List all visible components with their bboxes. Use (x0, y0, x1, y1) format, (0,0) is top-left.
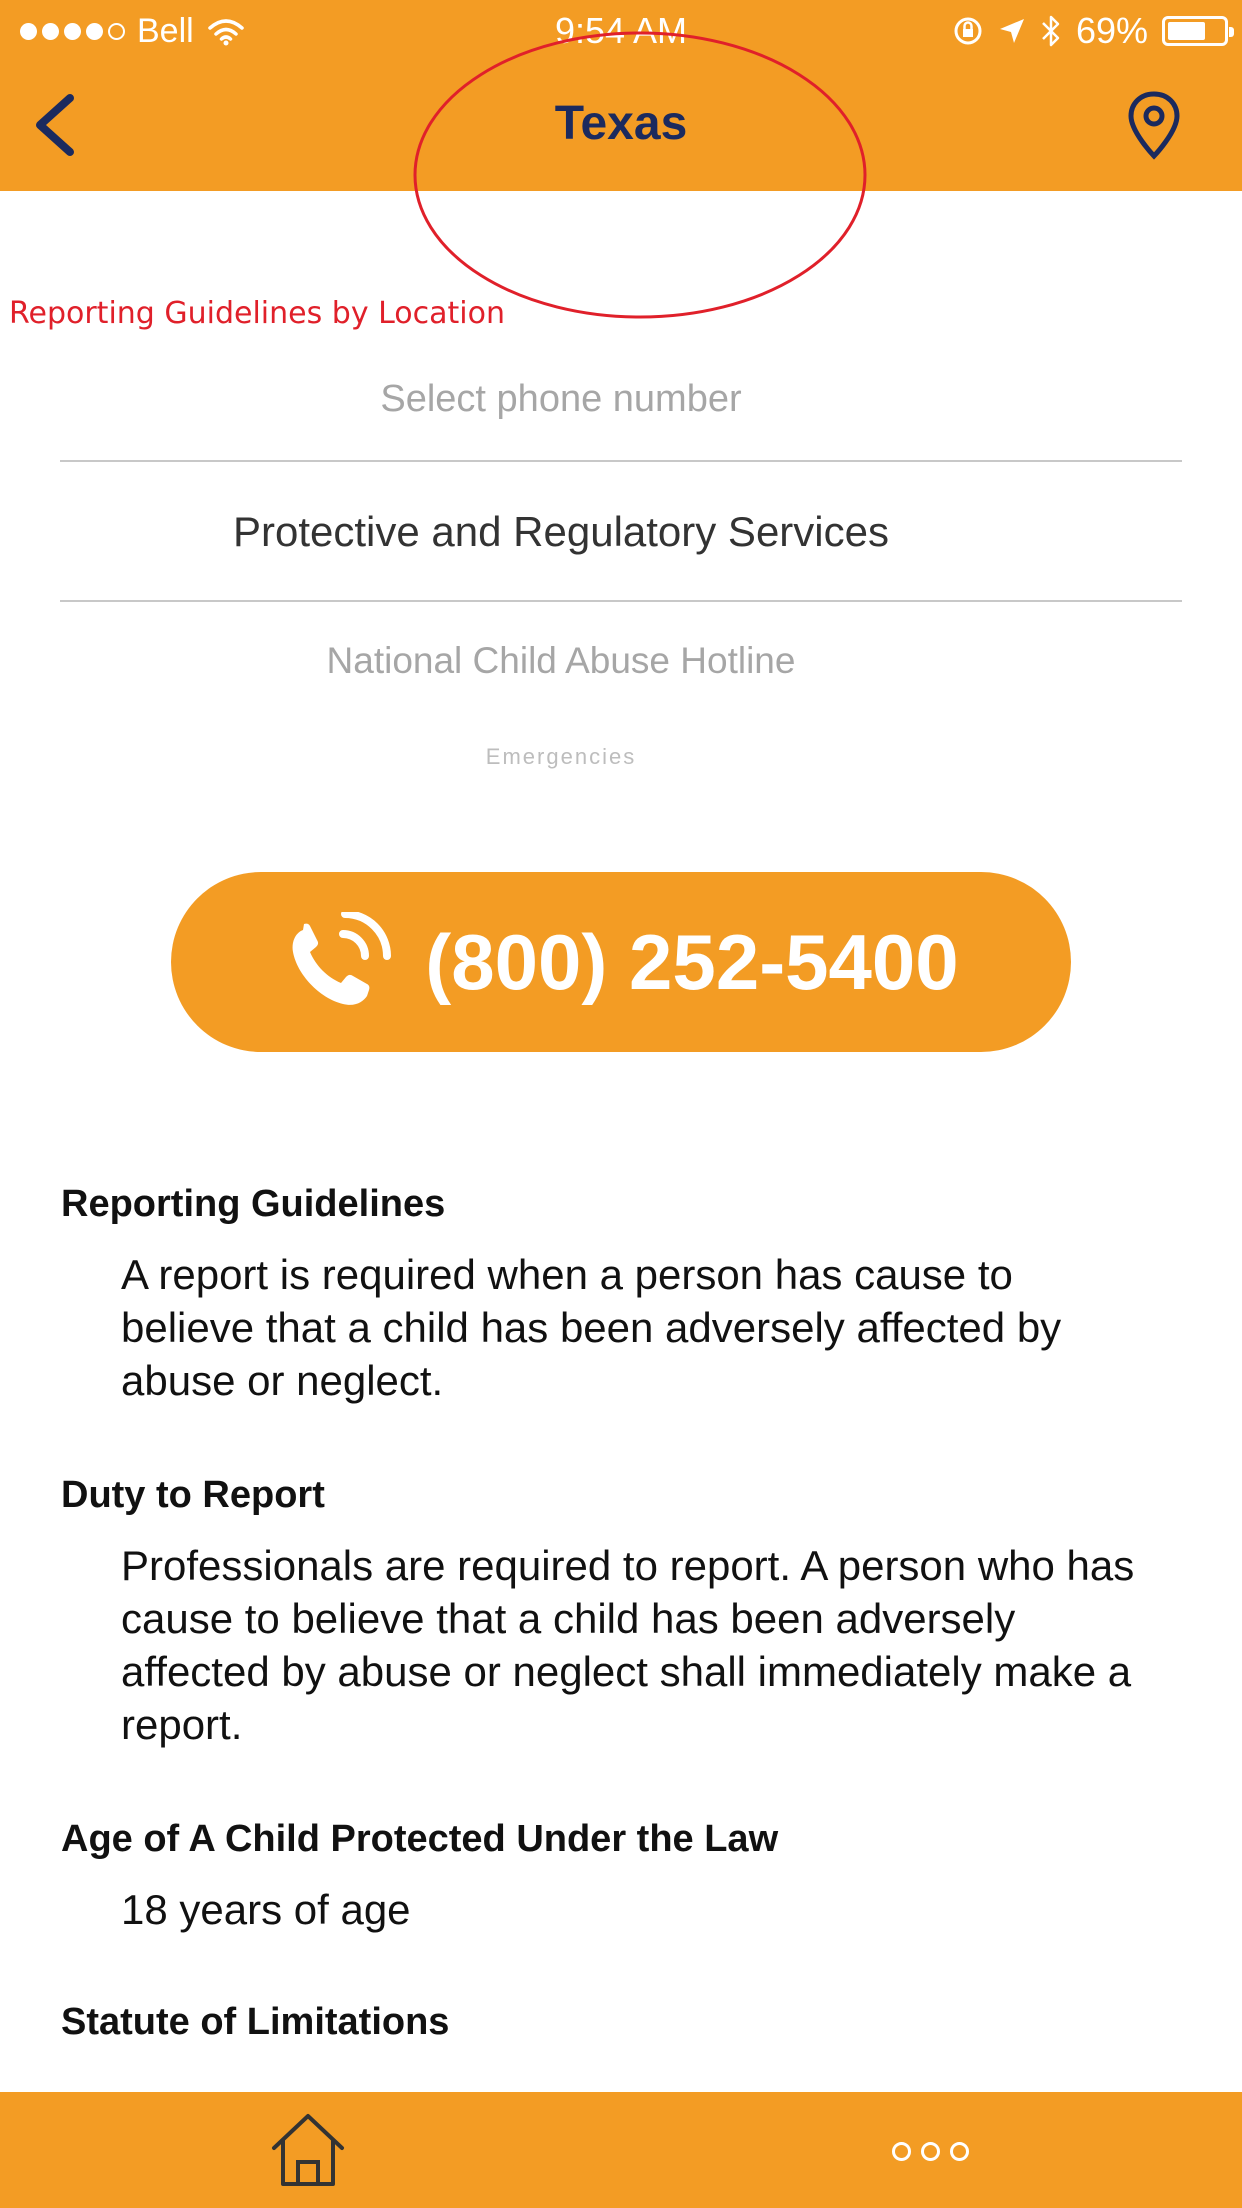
annotation-caption: Reporting Guidelines by Location (9, 296, 505, 331)
section-heading-age-of-child: Age of A Child Protected Under the Law (61, 1818, 779, 1860)
page-title: Texas (554, 97, 688, 150)
orientation-lock-icon (952, 15, 984, 47)
picker-item-select-phone-number[interactable]: Select phone number (380, 378, 742, 420)
section-body-duty-to-report: Professionals are required to report. A person who has cause to believe that a child has been adversely affected by abuse or neglect shall immediately make a report. (121, 1542, 1135, 1748)
picker-selection-line-top (60, 460, 1182, 462)
location-arrow-icon (998, 17, 1026, 45)
more-dots-icon[interactable] (890, 2136, 970, 2166)
section-heading-duty-to-report: Duty to Report (61, 1474, 325, 1516)
picker-item-national-hotline[interactable]: National Child Abuse Hotline (326, 640, 796, 681)
section-heading-statute-of-limitations: Statute of Limitations (61, 2001, 450, 2043)
section-heading-reporting-guidelines: Reporting Guidelines (61, 1183, 446, 1225)
status-right (952, 10, 1228, 52)
bluetooth-icon (1040, 14, 1062, 48)
section-body-reporting-guidelines: A report is required when a person has cause to believe that a child has been adversely affected by abuse or neglect. (121, 1251, 1062, 1404)
annotation-ellipse (412, 30, 868, 320)
picker-item-emergencies[interactable]: Emergencies (485, 744, 637, 769)
battery-icon (1162, 16, 1228, 46)
map-pin-icon[interactable] (1126, 90, 1182, 162)
phone-number: (800) 252-5400 (425, 917, 959, 1006)
battery-percent: 69% (1075, 10, 1148, 51)
carrier-name: Bell (137, 12, 194, 50)
section-body-age-of-child: 18 years of age (121, 1886, 411, 1933)
home-icon[interactable] (268, 2112, 348, 2188)
tab-bar (0, 2092, 1242, 2208)
phone-call-icon (283, 912, 395, 1012)
picker-item-protective-services[interactable]: Protective and Regulatory Services (233, 508, 889, 555)
status-time: 9:54 AM (554, 10, 688, 51)
picker-selection-line-bottom (60, 600, 1182, 602)
call-button[interactable] (171, 872, 1071, 1052)
